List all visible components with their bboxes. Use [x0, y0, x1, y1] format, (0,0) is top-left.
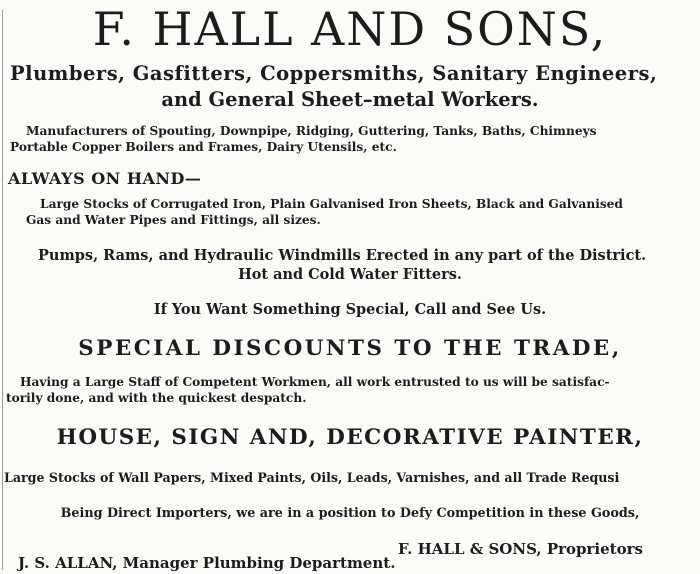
- proprietors-signature: F. HALL & SONS, Proprietors: [398, 540, 643, 558]
- always-on-hand-heading: ALWAYS ON HAND—: [8, 169, 202, 188]
- staff-line-2: torily done, and with the quickest despatch.: [6, 391, 307, 405]
- special-call-line: If You Want Something Special, Call and See Us.: [153, 301, 547, 318]
- staff-line-1: Having a Large Staff of Competent Workmen, all work entrusted to us will be satisfac-: [20, 375, 610, 389]
- painter-heading: HOUSE, SIGN AND, DECORATIVE PAINTER,: [56, 425, 644, 450]
- pumps-line-2: Hot and Cold Water Fitters.: [238, 266, 462, 283]
- trades-line-1: Plumbers, Gasfitters, Coppersmiths, Sanitary Engineers,: [10, 62, 658, 85]
- trades-line-2: and General Sheet–metal Workers.: [161, 88, 539, 111]
- importers-line: Being Direct Importers, we are in a position to Defy Competition in these Goods,: [60, 506, 640, 521]
- special-discounts-heading: SPECIAL DISCOUNTS TO THE TRADE,: [78, 336, 622, 361]
- ad-title: F. HALL AND SONS,: [92, 2, 608, 56]
- wallpaper-line: Large Stocks of Wall Papers, Mixed Paints, Oils, Leads, Varnishes, and all Trade Requsi: [4, 470, 620, 485]
- manufacturers-line-2: Portable Copper Boilers and Frames, Dairy Utensils, etc.: [10, 140, 397, 154]
- pumps-line-1: Pumps, Rams, and Hydraulic Windmills Erected in any part of the District.: [38, 247, 647, 264]
- stock-line-2: Gas and Water Pipes and Fittings, all sizes.: [26, 213, 321, 227]
- manager-signature: J. S. ALLAN, Manager Plumbing Department.: [18, 554, 396, 572]
- manufacturers-line-1: Manufacturers of Spouting, Downpipe, Ridging, Guttering, Tanks, Baths, Chimneys: [26, 124, 597, 138]
- stock-line-1: Large Stocks of Corrugated Iron, Plain Galvanised Iron Sheets, Black and Galvanised: [40, 197, 623, 211]
